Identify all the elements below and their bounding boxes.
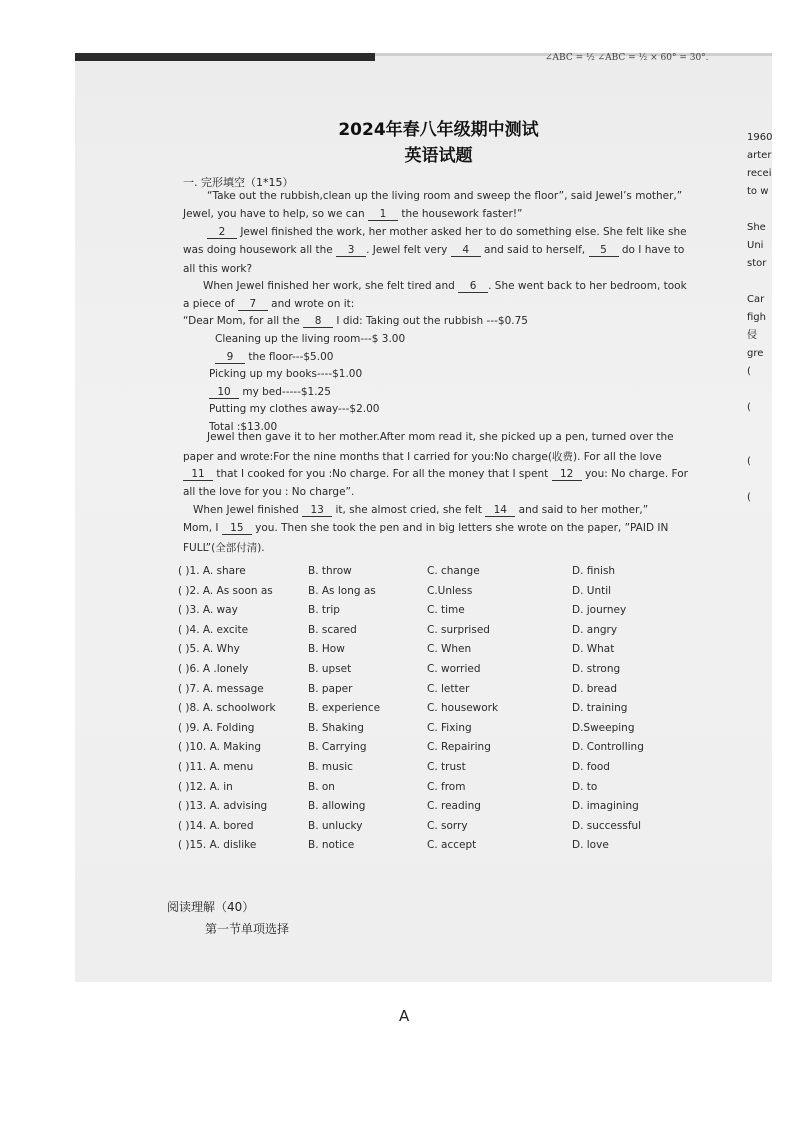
question-option-d: D. successful [572,819,642,832]
margin-fragment: stor [747,258,767,269]
passage-line [207,190,682,202]
question-option-d: D. What [572,643,615,656]
passage-line [183,315,528,328]
margin-fragment [747,471,777,489]
margin-fragment: Uni [747,240,764,251]
question-option-d: D. strong [572,663,621,675]
question-option-d: D. Controlling [572,741,644,754]
question-option-b: B. notice [308,839,355,852]
passage-text: Total :$13.00 [209,421,278,433]
question-option-d: D. bread [572,682,618,695]
passage-text: it, she almost cried, she felt [332,504,486,516]
passage-text: all the love for you : No charge”. [183,486,355,498]
question-option-b: B. experience [308,702,381,715]
question-option-a: ( )11. A. menu [178,761,254,773]
passage-text: Putting my clothes away---$2.00 [209,403,380,415]
margin-fragment [747,417,777,435]
passage-line [183,298,354,311]
blank-number: 7 [238,298,268,311]
margin-fragment: She [747,222,766,233]
question-option-b: B. throw [308,565,352,577]
passage-line [183,244,684,257]
question-option-b: B. allowing [308,800,366,813]
question-option-d: D. angry [572,623,618,636]
passage-line [183,522,668,535]
question-option-c: C. When [427,643,472,656]
passage-line [183,449,662,464]
blank-number: 12 [552,468,582,481]
question-option-d: D. training [572,702,628,715]
margin-fragment: arter [747,150,772,161]
question-option-c: C. trust [427,761,466,773]
passage-text: When Jewel finished [193,504,303,516]
question-option-b: B. trip [308,604,340,617]
blank-number: 13 [302,504,332,517]
question-option-a: ( )6. A .lonely [178,663,249,675]
passage-text: Jewel finished the work, her mother asked her to do something else. She felt like she [237,226,687,238]
question-option-b: B. upset [308,663,352,675]
passage-text: you. Then she took the pen and in big letters she wrote on the paper, ”PAID IN [251,522,669,534]
question-option-b: B. paper [308,682,353,695]
question-option-a: ( )3. A. way [178,604,238,617]
margin-fragment: Car [747,294,765,305]
blank-number: 5 [589,244,619,257]
passage-line [183,486,354,498]
margin-fragment [747,273,777,291]
margin-fragment: ( [747,402,751,413]
passage-line [183,263,252,275]
passage-line [183,208,522,221]
question-option-b: B. on [308,780,335,793]
margin-fragment: 侵 [747,330,757,341]
question-option-b: B. music [308,761,353,773]
question-option-a: ( )4. A. excite [178,623,249,636]
question-option-b: B. As long as [308,584,376,597]
passage-text: I did: Taking out the rubbish ---$0.75 [333,315,528,327]
question-option-c: C. worried [427,663,481,675]
passage-line [215,351,333,364]
margin-fragment: ( [747,366,751,377]
passage-text: a piece of [183,298,238,310]
margin-fragment: 1960 [747,132,773,143]
question-option-d: D. imagining [572,800,639,813]
passage-line [193,504,648,517]
margin-fragment: gre [747,348,764,359]
passage-text: my bed-----$1.25 [239,386,331,398]
passage-line [183,468,688,481]
question-option-d: D.Sweeping [572,721,635,734]
question-option-a: ( )2. A. As soon as [178,584,273,597]
margin-fragment: ( [747,456,751,467]
passage-line [209,403,379,415]
section2-heading: 阅读理解（40） [167,900,255,914]
question-option-a: ( )13. A. advising [178,800,268,813]
question-option-c: C. sorry [427,819,468,832]
question-option-d: D. journey [572,604,627,617]
passage-text: paper and wrote:For the nine months that I carried for you:No charge(收费). For all the love [183,451,662,463]
passage-text: and wrote on it: [267,298,355,310]
question-option-c: C. letter [427,682,470,695]
passage-line [215,333,405,345]
passage-text: . She went back to her bedroom, took [488,280,687,292]
question-option-c: C.Unless [427,584,473,597]
blank-number: 3 [336,244,366,257]
blank-number: 10 [209,386,239,399]
blank-number: 2 [207,226,237,239]
question-option-a: ( )1. A. share [178,565,246,577]
question-option-a: ( )15. A. dislike [178,839,257,852]
passage-line [209,386,331,399]
passage-text: . Jewel felt very [366,244,451,256]
question-option-c: C. from [427,780,466,793]
question-option-d: D. love [572,839,609,852]
blank-number: 8 [303,315,333,328]
passage-line [209,368,362,380]
question-option-c: C. Repairing [427,741,491,754]
passage-text: Mom, I [183,522,222,534]
margin-fragment [747,381,777,399]
passage-line [183,540,265,555]
passage-text: “Take out the rubbish,clean up the living room and sweep the floor”, said Jewel’s mother,” [207,190,683,202]
passage-text: all this work? [183,263,253,275]
question-option-b: B. Shaking [308,721,364,734]
question-option-b: B. scared [308,623,357,636]
question-option-a: ( )5. A. Why [178,643,240,656]
passage-text: the floor---$5.00 [245,351,334,363]
question-option-a: ( )14. A. bored [178,819,254,832]
question-option-b: B. Carrying [308,741,367,754]
passage-line [203,280,687,293]
blank-number: 15 [222,522,252,535]
passage-line [207,431,674,443]
passage-text: FULL”(全部付清). [183,542,265,554]
question-option-a: ( )7. A. message [178,682,264,695]
margin-fragment: figh [747,312,766,323]
section2-subheading: 第一节单项选择 [205,922,290,936]
passage-text: Jewel, you have to help, so we can [183,208,368,220]
document-photo [75,53,773,1025]
passage-text: and said to herself, [480,244,589,256]
question-option-a: ( )9. A. Folding [178,721,255,734]
question-option-d: D. finish [572,565,616,577]
margin-fragment: ( [747,492,751,503]
blank-number: 14 [485,504,515,517]
margin-fragment [747,435,777,453]
question-option-c: C. surprised [427,623,490,636]
blank-number: 9 [215,351,245,364]
question-option-d: D. food [572,761,610,773]
blank-number: 6 [458,280,488,293]
margin-fragment: to w [747,186,769,197]
passage-text: the housework faster!” [398,208,523,220]
question-option-d: D. Until [572,584,612,597]
question-option-d: D. to [572,780,598,793]
passage-text: When Jewel finished her work, she felt tired and [203,280,459,292]
part-label: A [399,1007,410,1025]
passage-text: do I have to [618,244,685,256]
passage-text: “Dear Mom, for all the [183,315,304,327]
question-option-c: C. change [427,565,480,577]
margin-fragment: recei [747,168,772,179]
passage-text: and said to her mother,” [515,504,649,516]
question-option-b: B. How [308,643,345,656]
section1-heading: 一. 完形填空（1*15） [183,176,294,189]
passage-text: was doing housework all the [183,244,337,256]
question-option-c: C. housework [427,702,499,715]
question-option-c: C. accept [427,839,477,852]
exam-subtitle: 英语试题 [404,146,473,166]
blank-number: 11 [183,468,213,481]
passage-text: Cleaning up the living room---$ 3.00 [215,333,406,345]
question-option-b: B. unlucky [308,819,363,832]
adjacent-page-margin-text [747,129,777,507]
exam-title: 2024年春八年级期中测试 [338,120,539,140]
question-option-a: ( )10. A. Making [178,741,262,754]
passage-text: Picking up my books----$1.00 [209,368,363,380]
question-option-c: C. time [427,604,465,617]
photo-top-edge [75,53,375,61]
question-option-a: ( )12. A. in [178,780,233,793]
question-option-c: C. reading [427,800,481,813]
blank-number: 4 [451,244,481,257]
question-option-a: ( )8. A. schoolwork [178,702,276,715]
previous-page-math-fragment: ∠ABC = ½ ∠ABC = ½ × 60° = 30°. [545,53,709,63]
passage-text: you: No charge. For [581,468,688,480]
passage-text: Jewel then gave it to her mother.After mom read it, she picked up a pen, turned over the [207,431,674,443]
passage-text: that I cooked for you :No charge. For all the money that I spent [213,468,552,480]
passage-line [207,226,687,239]
blank-number: 1 [368,208,398,221]
question-option-c: C. Fixing [427,721,472,734]
margin-fragment [747,201,777,219]
